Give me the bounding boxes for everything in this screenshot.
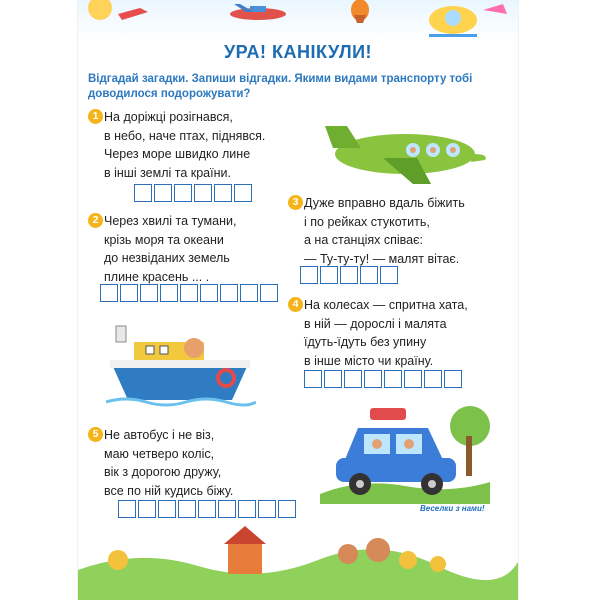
riddle-1 [88,108,265,182]
top-decoration [78,0,518,42]
riddle-line: — Ту-ту-ту! — малят вітає. [304,251,460,266]
answer-cell[interactable] [320,266,338,284]
answer-cell[interactable] [260,284,278,302]
answer-cell[interactable] [360,266,378,284]
answer-cell[interactable] [174,184,192,202]
signature-text: Веселки з нами! [420,504,485,513]
answer-boxes-2 [100,284,278,302]
riddle-line: до незвіданих земель [104,251,230,265]
answer-cell[interactable] [340,266,358,284]
riddle-line: їдуть-їдуть без упину [304,335,427,349]
answer-cell[interactable] [384,370,402,388]
riddle-line: а на станціях співає: [304,233,423,247]
answer-cell[interactable] [158,500,176,518]
balloon-icon [351,0,369,23]
riddle-line: в інші землі та країни. [104,165,231,180]
answer-cell[interactable] [300,266,318,284]
riddle-line: в небо, наче птах, піднявся. [104,128,266,143]
answer-cell[interactable] [380,266,398,284]
answer-cell[interactable] [234,184,252,202]
answer-cell[interactable] [278,500,296,518]
answer-cell[interactable] [198,500,216,518]
answer-cell[interactable] [304,370,322,388]
answer-cell[interactable] [404,370,422,388]
riddle-line: Дуже вправно вдаль біжить [304,196,465,210]
answer-boxes-3 [300,266,398,284]
riddle-number: 1 [88,109,103,124]
riddle-line: Через море швидко лине [104,147,251,161]
answer-cell[interactable] [134,184,152,202]
riddle-line: На колесах — спритна хата, [304,298,468,312]
answer-boxes-5 [118,500,296,518]
answer-boxes-1 [134,184,252,202]
answer-cell[interactable] [214,184,232,202]
helicopter-icon [429,4,507,37]
answer-cell[interactable] [120,284,138,302]
answer-cell[interactable] [258,500,276,518]
answer-cell[interactable] [220,284,238,302]
page-title: УРА! КАНІКУЛИ! [223,42,373,62]
answer-cell[interactable] [218,500,236,518]
riddle-line: Не автобус і не віз, [104,428,215,442]
car-icon [320,396,490,504]
riddle-line: На доріжці розігнався, [104,110,233,124]
bottom-scene-icon [78,520,518,600]
riddle-2 [88,212,236,286]
answer-cell[interactable] [100,284,118,302]
answer-cell[interactable] [344,370,362,388]
workbook-page [78,0,518,600]
answer-cell[interactable] [324,370,342,388]
answer-cell[interactable] [200,284,218,302]
riddle-5 [88,426,233,500]
answer-cell[interactable] [118,500,136,518]
riddle-number: 3 [288,195,303,210]
riddle-line: і по рейках стукотить, [304,214,430,229]
riddle-3 [288,194,465,268]
riddle-number: 2 [88,213,103,228]
answer-cell[interactable] [364,370,382,388]
answer-cell[interactable] [160,284,178,302]
answer-cell[interactable] [444,370,462,388]
riddle-line: все по ній кудись біжу. [104,483,234,498]
plane-icon [323,118,488,188]
riddle-line: крізь моря та океани [104,232,224,247]
riddle-number: 5 [88,427,103,442]
answer-cell[interactable] [424,370,442,388]
answer-cell[interactable] [154,184,172,202]
ship-icon [106,316,256,412]
top-scene-icon [78,0,518,42]
riddle-4 [288,296,468,370]
riddle-line: в інше місто чи країну. [304,353,434,368]
riddle-line: в ній — дорослі і малята [304,316,447,331]
riddle-line: вік з дорогою дружу, [104,465,222,479]
answer-cell[interactable] [178,500,196,518]
answer-cell[interactable] [194,184,212,202]
answer-cell[interactable] [238,500,256,518]
instructions: Відгадай загадки. Запиши відгадки. Якими видами транспорту тобі доводилося подорожувати? [88,73,473,100]
riddle-number: 4 [288,297,303,312]
answer-cell[interactable] [138,500,156,518]
answer-cell[interactable] [140,284,158,302]
answer-cell[interactable] [240,284,258,302]
answer-cell[interactable] [180,284,198,302]
riddle-line: маю четверо коліс, [104,446,215,461]
riddle-line: плине красень ... . [104,269,210,284]
riddle-line: Через хвилі та тумани, [104,214,237,228]
answer-boxes-4 [304,370,462,388]
